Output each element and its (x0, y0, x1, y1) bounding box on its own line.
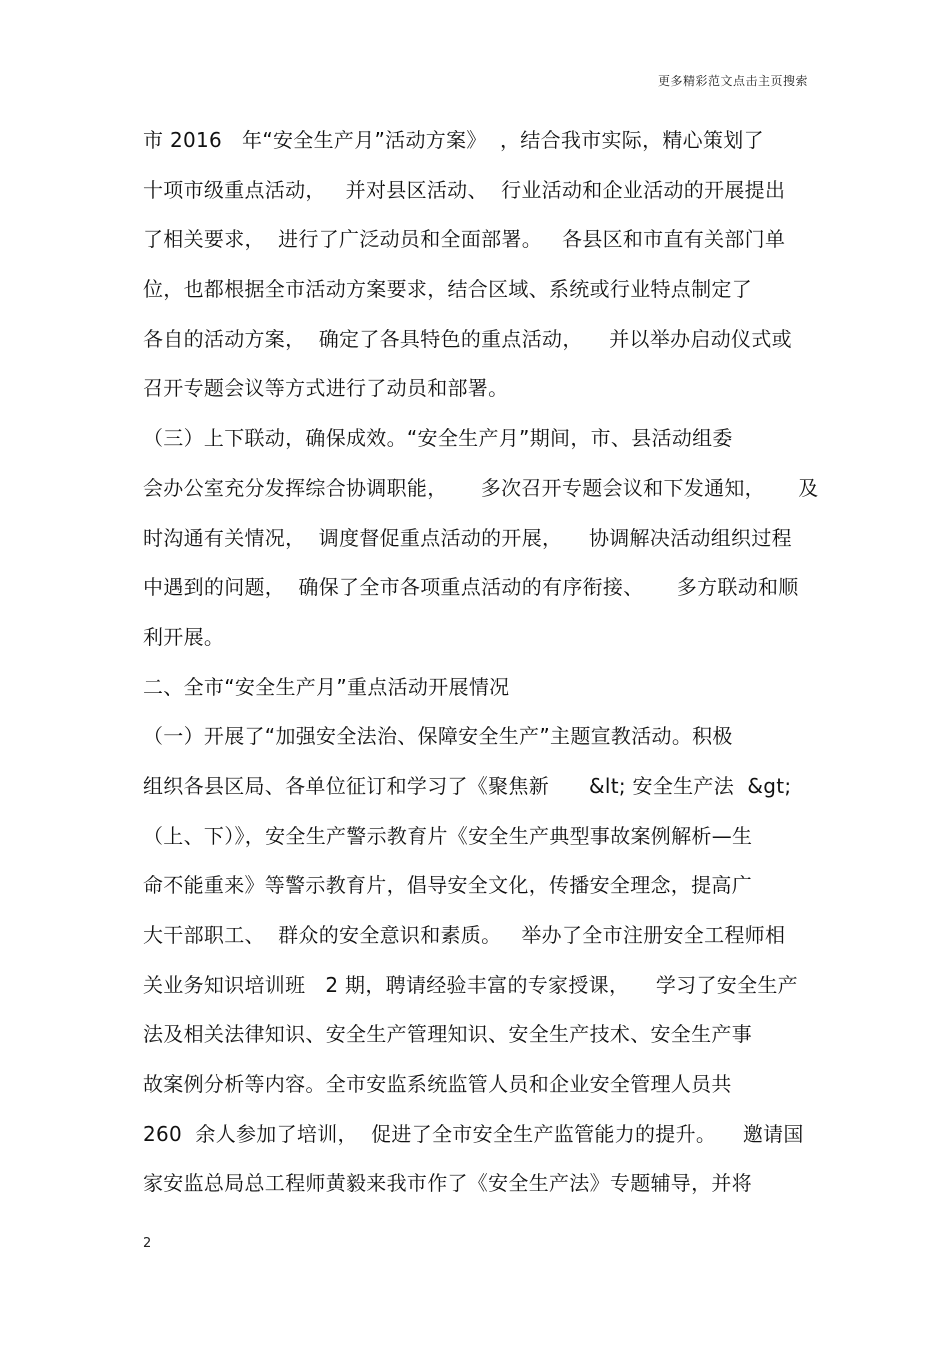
text-line: 关业务知识培训班 2 期，聘请经验丰富的专家授课， 学习了安全生产 (143, 972, 798, 997)
text-line: 位，也都根据全市活动方案要求，结合区域、系统或行业特点制定了 (143, 277, 752, 302)
text-line: 260 余人参加了培训， 促进了全市安全生产监管能力的提升。 邀请国 (143, 1121, 804, 1146)
text-line: 中遇到的问题， 确保了全市各项重点活动的有序衔接、 多方联动和顺 (143, 575, 799, 600)
text-line: 市 2016 年“安全生产月”活动方案》 ，结合我市实际，精心策划了 (143, 128, 764, 152)
text-line: （一）开展了“加强安全法治、保障安全生产”主题宣教活动。积极 (143, 724, 733, 749)
document-body (143, 122, 823, 1215)
text-line: 命不能重来》等警示教育片，倡导安全文化，传播安全理念，提高广 (143, 873, 752, 898)
section-heading: 二、全市“安全生产月”重点活动开展情况 (143, 674, 510, 699)
text-line: 故案例分析等内容。全市安监系统监管人员和企业安全管理人员共 (143, 1072, 732, 1097)
text-line: 家安监总局总工程师黄毅来我市作了《安全生产法》专题辅导，并将 (143, 1171, 752, 1196)
text-line: 各自的活动方案， 确定了各具特色的重点活动， 并以举办启动仪式或 (143, 326, 792, 351)
text-line: 十项市级重点活动， 并对县区活动、 行业活动和企业活动的开展提出 (143, 177, 786, 202)
text-line: 时沟通有关情况， 调度督促重点活动的开展， 协调解决活动组织过程 (143, 525, 792, 550)
text-line: 会办公室充分发挥综合协调职能， 多次召开专题会议和下发通知， 及 (143, 475, 819, 500)
text-line: （上、下）》，安全生产警示教育片《安全生产典型事故案例解析—生 (143, 823, 753, 848)
text-line: 法及相关法律知识、安全生产管理知识、安全生产技术、安全生产事 (143, 1022, 752, 1047)
header-note: 更多精彩范文点击主页搜索 (657, 74, 808, 88)
page-number: 2 (143, 1236, 152, 1251)
text-line: 大干部职工、 群众的安全意识和素质。 举办了全市注册安全工程师相 (143, 923, 786, 947)
text-line: （三）上下联动，确保成效。“安全生产月”期间，市、县活动组委 (143, 426, 733, 451)
text-line: 召开专题会议等方式进行了动员和部署。 (143, 376, 509, 401)
text-line: 利开展。 (143, 624, 225, 649)
text-line: 组织各县区局、各单位征订和学习了《聚焦新 &lt; 安全生产法 &gt; (143, 773, 792, 798)
text-line: 了相关要求， 进行了广泛动员和全面部署。 各县区和市直有关部门单 (143, 227, 786, 252)
